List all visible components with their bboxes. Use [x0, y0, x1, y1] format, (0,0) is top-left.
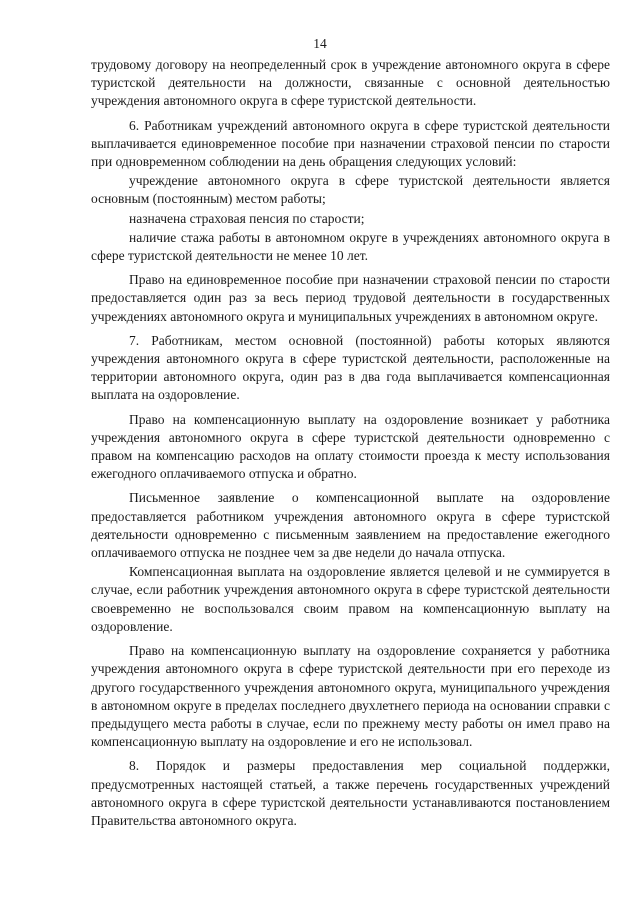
document-body: [91, 56, 610, 836]
paragraph-benefit-right: Право на единовременное пособие при назначении страховой пенсии по старости предоставляется один раз за весь период трудовой деятельности в государственных учреждениях автономного округа и муниципальных учреждениях в автономном округе.: [91, 272, 610, 324]
paragraph-condition-experience: наличие стажа работы в автономном округе в учреждениях автономного округа в сфере туристской деятельности не менее 10 лет.: [91, 229, 610, 264]
paragraph-item-8: 8. Порядок и размеры предоставления мер социальной поддержки, предусмотренных настоящей статьей, а также перечень государственных учреждений автономного округа в сфере туристской деятельности устанавливаются постановлением Правительства автономного округа.: [91, 758, 610, 828]
paragraph-continuation: трудовому договору на неопределенный срок в учреждение автономного округа в сфере туристской деятельности на должности, связанные с основной деятельностью учреждения автономного округа в сфере туристской деятельности.: [91, 57, 610, 109]
paragraph-compensation-right: Право на компенсационную выплату на оздоровление возникает у работника учреждения автономного округа в сфере туристской деятельности одновременно с правом на компенсацию расходов на оплату стоимости проезда к месту использования ежегодного оплачиваемого отпуска и обратно.: [91, 411, 610, 482]
page-number: 14: [313, 36, 327, 51]
paragraph-item-7: 7. Работникам, местом основной (постоянной) работы которых являются учреждения автономного округа в сфере туристской деятельности, расположенные на территории автономного округа, один раз в два года выплачивается компенсационная выплата на оздоровление.: [91, 332, 610, 403]
paragraph-item-6: 6. Работникам учреждений автономного округа в сфере туристской деятельности выплачивается единовременное пособие при назначении страховой пенсии по старости при одновременном соблюдении на день обращения следующих условий:: [91, 117, 610, 170]
paragraph-right-retained: Право на компенсационную выплату на оздоровление сохраняется у работника учреждения автономного округа в сфере туристской деятельности при его переходе из другого государственного учреждения автономного округа, муниципального учреждения в автономном округе в пределах последнего двухлетнего периода на основании справки с предыдущего места работы в случае, если по прежнему месту работы он имел право на компенсационную выплату на оздоровление и его не использовал.: [91, 643, 610, 750]
paragraph-condition-main-workplace: учреждение автономного округа в сфере туристской деятельности является основным (постоянным) местом работы;: [91, 173, 610, 207]
paragraph-condition-pension: назначена страховая пенсия по старости;: [129, 210, 365, 226]
paragraph-target-payment: Компенсационная выплата на оздоровление является целевой и не суммируется в случае, если работник учреждения автономного округа в сфере туристской деятельности своевременно не воспользовался своим правом на компенсационную выплату на оздоровление.: [91, 564, 610, 634]
paragraph-written-application: Письменное заявление о компенсационной выплате на оздоровление предоставляется работником учреждения автономного округа в сфере туристской деятельности одновременно с письменным заявлением на предоставление ежегодного оплачиваемого отпуска не позднее чем за две недели до начала отпуска.: [91, 490, 610, 561]
